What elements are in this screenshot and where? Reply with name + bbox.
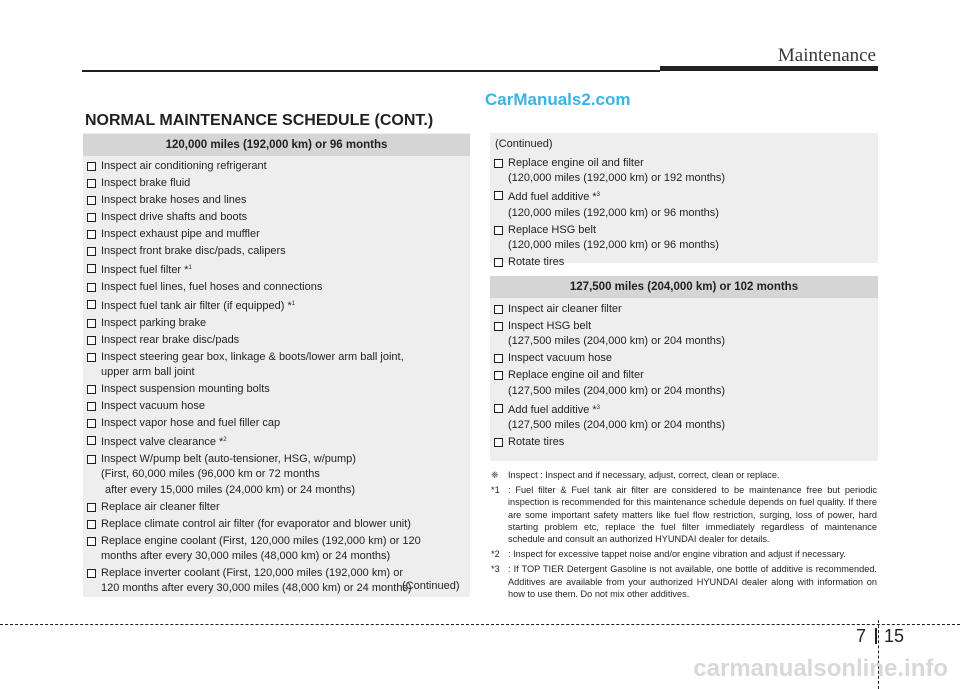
schedule-item-detail: (First, 60,000 miles (96,000 km or 72 months (101, 468, 320, 481)
checkbox-square-icon (494, 159, 503, 168)
footnote-ref: 1 (188, 264, 192, 271)
schedule-item-text: Replace engine oil and filter (508, 157, 644, 169)
schedule-item (84, 193, 470, 208)
footnote (491, 548, 877, 560)
schedule-item-detail: 120 months after every 30,000 miles (48,000 km) or 24 months) (101, 582, 412, 595)
checkbox-square-icon (87, 213, 96, 222)
footnote-text: : If TOP TIER Detergent Gasoline is not available, one bottle of additive is recommended. Additives are available from your authorized HYUNDAI dealer along with information on how to use them. Do not mix other additives. (508, 564, 877, 599)
schedule-item (84, 517, 470, 532)
right-bottom-schedule-list (491, 302, 877, 452)
checkbox-square-icon (494, 404, 503, 413)
footnote (491, 469, 877, 481)
schedule-item-text: Inspect drive shafts and boots (101, 210, 248, 223)
footnote-mark: *3 (491, 564, 500, 575)
schedule-item (491, 351, 877, 366)
schedule-item (491, 401, 877, 434)
checkbox-square-icon (87, 436, 96, 445)
schedule-item-text: Inspect fuel tank air filter (if equipped) *$^1$ (101, 299, 296, 312)
checkbox-square-icon (87, 520, 96, 529)
footnote-ref: 3 (596, 404, 601, 411)
continued-label-right: (Continued) (495, 138, 553, 150)
schedule-item (84, 176, 470, 191)
schedule-item-detail: after every 15,000 miles (24,000 km) or 24 months) (105, 483, 356, 496)
checkbox-square-icon (87, 455, 96, 464)
checkbox-square-icon (494, 371, 503, 380)
schedule-item-text: Replace engine coolant (First, 120,000 miles (192,000 km) or 120 (101, 534, 421, 547)
schedule-item (84, 416, 470, 431)
header-rule (82, 70, 660, 72)
schedule-item (84, 210, 470, 225)
checkbox-square-icon (494, 191, 503, 200)
schedule-item (84, 333, 470, 348)
schedule-item (84, 350, 470, 381)
schedule-item (491, 435, 877, 450)
footnote (491, 563, 877, 600)
schedule-item-text: Inspect front brake disc/pads, calipers (101, 244, 286, 257)
watermark-bottom[interactable]: carmanualsonline.info (693, 655, 948, 682)
schedule-item (491, 302, 877, 317)
checkbox-square-icon (87, 264, 96, 273)
schedule-item (84, 297, 470, 314)
schedule-item-text: Rotate tires (508, 255, 565, 268)
schedule-item-text: Inspect W/pump belt (auto-tensioner, HSG, w/pump) (101, 453, 356, 466)
footer-rule (0, 624, 960, 625)
section-title: NORMAL MAINTENANCE SCHEDULE (CONT.) (85, 112, 434, 129)
schedule-item-text: Inspect parking brake (101, 316, 207, 329)
schedule-item-text: Add fuel additive *$^3$ (508, 191, 601, 204)
schedule-item (84, 316, 470, 331)
checkbox-square-icon (87, 402, 96, 411)
footnote (491, 484, 877, 545)
schedule-item-text: Inspect vacuum hose (101, 400, 205, 413)
checkbox-square-icon (87, 336, 96, 345)
footnote-text: : Fuel filter & Fuel tank air filter are considered to be maintenance free but periodic inspection is recommended for this maintenance schedule depends on fuel quality. If there are some important safety matters like fuel flow restriction, surging, loss of power, hard starting problem etc, replace the fuel filter immediately regardless of maintenance schedule and consult an authorized HYUNDAI dealer for details. (508, 485, 877, 545)
footnote-ref: 2 (223, 437, 227, 444)
schedule-item-text: Inspect exhaust pipe and muffler (101, 227, 260, 240)
schedule-item-text: Inspect suspension mounting bolts (101, 383, 270, 396)
checkbox-square-icon (87, 353, 96, 362)
schedule-item-text: Inspect steering gear box, linkage & boots/lower arm ball joint, (101, 350, 404, 363)
schedule-item-text: Inspect HSG belt (508, 319, 592, 332)
checkbox-square-icon (494, 305, 503, 314)
schedule-item (84, 452, 470, 498)
checkbox-square-icon (87, 179, 96, 188)
continued-label-left: (Continued) (402, 580, 460, 592)
checkbox-square-icon (87, 569, 96, 578)
schedule-item-text: Inspect valve clearance *$^2$ (101, 436, 227, 449)
schedule-item-text: Replace air cleaner filter (101, 500, 220, 513)
checkbox-square-icon (87, 162, 96, 171)
watermark-top[interactable]: CarManuals2.com (485, 90, 631, 109)
schedule-item-text: Inspect brake fluid (101, 176, 191, 189)
footnote-mark: ❈ (491, 470, 499, 480)
checkbox-square-icon (494, 438, 503, 447)
schedule-item-text: Replace HSG belt (508, 223, 597, 236)
schedule-item-text: Add fuel additive *$^3$ (508, 403, 601, 416)
schedule-item (84, 500, 470, 515)
left-schedule-list (84, 159, 470, 598)
checkbox-square-icon (494, 354, 503, 363)
checkbox-square-icon (87, 503, 96, 512)
schedule-item-detail: (120,000 miles (192,000 km) or 96 months) (508, 206, 719, 219)
schedule-item (84, 261, 470, 278)
checkbox-square-icon (494, 322, 503, 331)
footnote-text: Inspect : Inspect and if necessary, adjust, correct, clean or replace. (508, 470, 780, 480)
schedule-item (84, 382, 470, 397)
schedule-item (84, 399, 470, 414)
schedule-item-text: Replace inverter coolant (First, 120,000 miles (192,000 km) or (101, 566, 404, 579)
schedule-item (84, 433, 470, 450)
schedule-item-detail: (127,500 miles (204,000 km) or 204 months) (508, 335, 726, 348)
schedule-item-text: Replace climate control air filter (for evaporator and blower unit) (101, 517, 411, 530)
checkbox-square-icon (87, 283, 96, 292)
page-number: 15 (884, 626, 905, 646)
footnote-ref: 3 (596, 192, 601, 199)
schedule-item (84, 227, 470, 242)
chapter-number: 7 (856, 626, 867, 646)
schedule-item-text: Inspect vapor hose and fuel filler cap (101, 417, 281, 430)
checkbox-square-icon (494, 226, 503, 235)
schedule-item-detail: upper arm ball joint (101, 366, 195, 379)
footnote-mark: *2 (491, 549, 500, 560)
footnotes (491, 469, 877, 603)
schedule-item (84, 280, 470, 295)
schedule-item (84, 244, 470, 259)
header-rule-bold (660, 66, 878, 71)
checkbox-square-icon (87, 300, 96, 309)
schedule-item-text: Inspect air cleaner filter (508, 303, 622, 315)
schedule-item-text: Inspect brake hoses and lines (101, 193, 247, 206)
checkbox-square-icon (87, 385, 96, 394)
schedule-item-detail: months after every 30,000 miles (48,000 km) or 24 months) (101, 549, 391, 562)
checkbox-square-icon (87, 419, 96, 428)
header-title: Maintenance (777, 45, 876, 66)
checkbox-square-icon (87, 196, 96, 205)
checkbox-square-icon (87, 230, 96, 239)
checkbox-square-icon (494, 258, 503, 267)
schedule-item-text: Inspect fuel lines, fuel hoses and connections (101, 280, 323, 293)
footnote-ref: 1 (291, 300, 296, 307)
schedule-item-text: Inspect air conditioning refrigerant (101, 160, 267, 172)
schedule-item (84, 159, 470, 174)
page-number-separator (875, 628, 877, 644)
checkbox-square-icon (87, 319, 96, 328)
footnote-mark: *1 (491, 485, 500, 496)
checkbox-square-icon (87, 247, 96, 256)
right-top-schedule-list (491, 156, 877, 272)
schedule-item (491, 319, 877, 350)
schedule-item-detail: (120,000 miles (192,000 km) or 96 months) (508, 238, 719, 251)
schedule-item (491, 188, 877, 221)
checkbox-square-icon (87, 537, 96, 546)
schedule-item (491, 156, 877, 187)
left-panel-heading: 120,000 miles (192,000 km) or 96 months (83, 134, 470, 156)
schedule-item-text: Replace engine oil and filter (508, 369, 644, 382)
schedule-item-text: Inspect vacuum hose (508, 352, 612, 365)
schedule-item-text: Inspect fuel filter *$^1$ (101, 263, 192, 276)
right-panel-heading: 127,500 miles (204,000 km) or 102 months (490, 276, 878, 298)
schedule-item (491, 223, 877, 254)
schedule-item-text: Inspect rear brake disc/pads (101, 333, 240, 346)
schedule-item-detail: (127,500 miles (204,000 km) or 204 months) (508, 418, 726, 431)
schedule-item-text: Rotate tires (508, 435, 565, 448)
schedule-item (84, 534, 470, 565)
footnote-text: : Inspect for excessive tappet noise and/or engine vibration and adjust if necessary. (508, 549, 846, 560)
schedule-item (491, 255, 877, 270)
schedule-item-detail: (127,500 miles (204,000 km) or 204 months) (508, 384, 726, 397)
schedule-item-detail: (120,000 miles (192,000 km) or 192 months) (508, 172, 726, 185)
schedule-item (491, 368, 877, 399)
